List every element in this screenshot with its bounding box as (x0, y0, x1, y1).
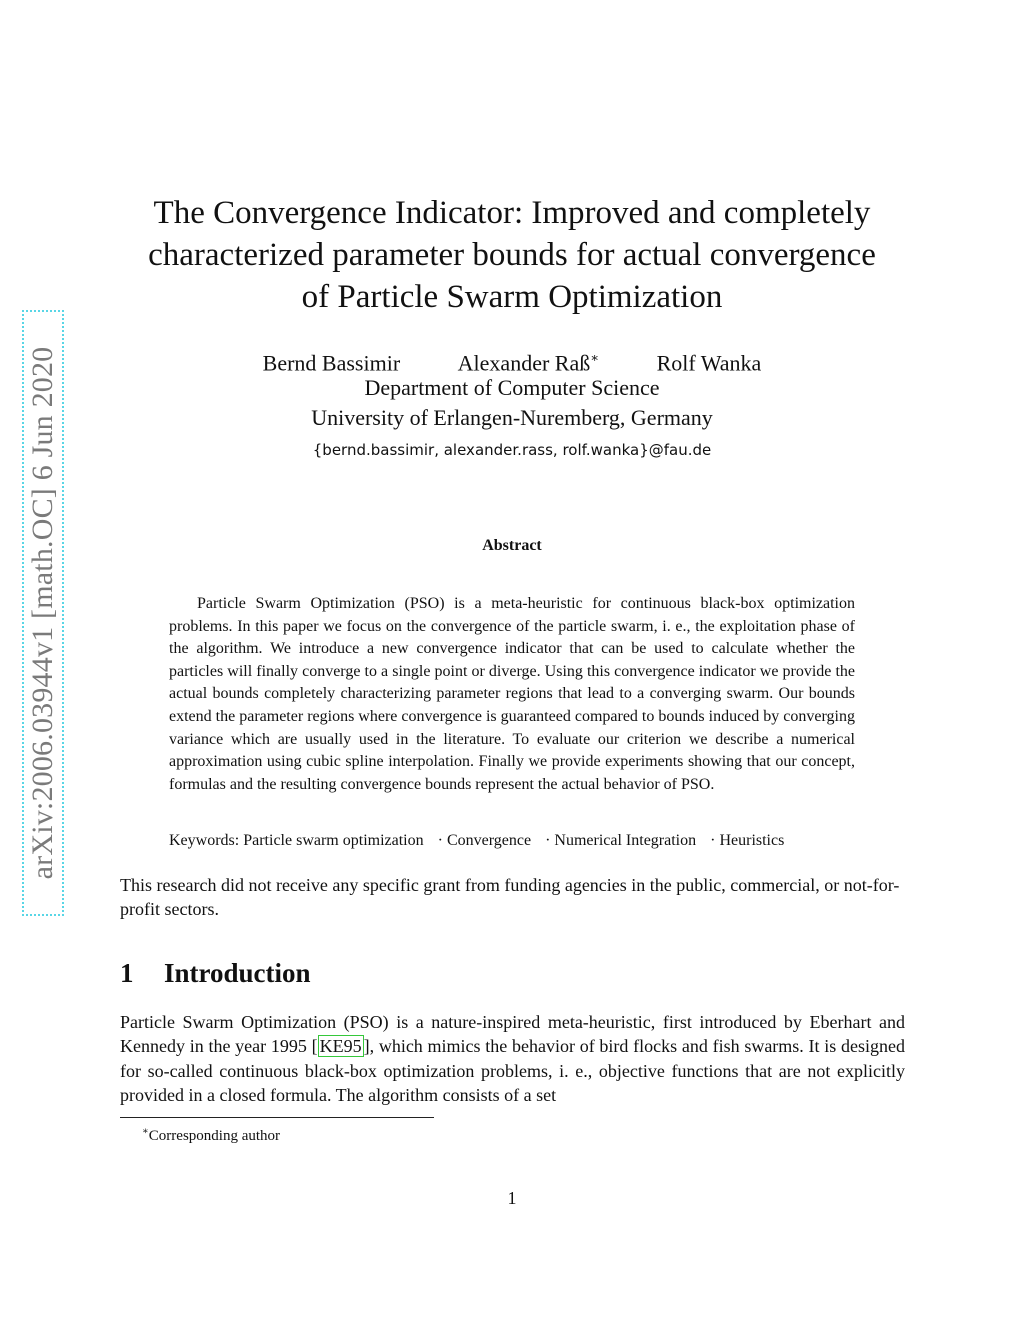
citation-link[interactable]: KE95 (319, 1036, 362, 1057)
abstract-heading: Abstract (482, 537, 542, 554)
author (263, 344, 401, 377)
author-list (100, 344, 924, 377)
author-name: Rolf Wanka (656, 350, 762, 376)
footnote (142, 1122, 280, 1146)
section-heading (120, 956, 311, 990)
paper-title (100, 192, 924, 318)
keyword: Particle swarm optimization (243, 832, 424, 849)
keyword-separator: · (545, 832, 551, 849)
keyword-separator: · (437, 832, 443, 849)
keyword: Numerical Integration (554, 832, 697, 849)
intro-paragraph (120, 1010, 905, 1107)
intro-text: Particle Swarm Optimization (PSO) is a nature-inspired meta-heuristic, first introduced by Eberhart and Kennedy in the year 1995 [ (120, 1012, 905, 1057)
author-name: Bernd Bassimir (262, 350, 401, 376)
funding-note: This research did not receive any specific grant from funding agencies in the public, commercial, or not-for-profit sectors. (120, 875, 900, 919)
footnote-rule (120, 1117, 434, 1118)
page-number: 1 (507, 1188, 517, 1208)
keywords-label: Keywords: (169, 832, 240, 849)
author-emails[interactable]: {bernd.bassimir, alexander.rass, rolf.wanka}@fau.de (312, 441, 712, 459)
section-title: Introduction (164, 958, 311, 988)
title-line: characterized parameter bounds for actual convergence (148, 237, 876, 273)
keyword-separator: · (710, 832, 716, 849)
abstract-body: Particle Swarm Optimization (PSO) is a meta-heuristic for continuous black-box optimization problems. In this paper we focus on the convergence of the particle swarm, i. e., the exploitation phase of the algorithm. We introduce a new convergence indicator that can be used to calculate whether the particles will finally converge to a single point or diverge. Using this convergence indicator we provide the actual bounds completely characterizing parameter regions that lead to a converging swarm. Our bounds extend the parameter regions where convergence is guaranteed compared to bounds induced by converging variance which are usually used in the literature. To evaluate our criterion we describe a numerical approximation using cubic spline interpolation. Finally we provide experiments showing that our concept, formulas and the resulting convergence bounds represent the actual behavior of PSO. (169, 595, 855, 793)
author (657, 344, 762, 377)
footnote-mark: ∗ (142, 1126, 149, 1137)
arxiv-stamp (22, 310, 64, 916)
department: Department of Computer Science (364, 375, 660, 400)
author-mark: ∗ (590, 350, 600, 365)
intro-text: ], which mimics the behavior of bird flocks and fish swarms. It is designed for so-called continuous black-box optimization problems, i. e., objective functions that are not explicitly provided in a closed formula. The algorithm consists of a set (120, 1036, 905, 1105)
section-number: 1 (120, 958, 134, 988)
footnote-text: Corresponding author (148, 1128, 281, 1144)
keyword: Convergence (446, 832, 532, 849)
university: University of Erlangen-Nuremberg, Germany (311, 405, 713, 430)
author (458, 344, 599, 377)
keywords (169, 830, 869, 852)
author-name: Alexander Raß (457, 350, 591, 376)
arxiv-stamp-text: arXiv:2006.03944v1 [math.OC] 6 Jun 2020 (26, 346, 59, 880)
title-line: The Convergence Indicator: Improved and completely (153, 195, 871, 231)
keyword: Heuristics (719, 832, 785, 849)
title-line: of Particle Swarm Optimization (301, 279, 723, 315)
